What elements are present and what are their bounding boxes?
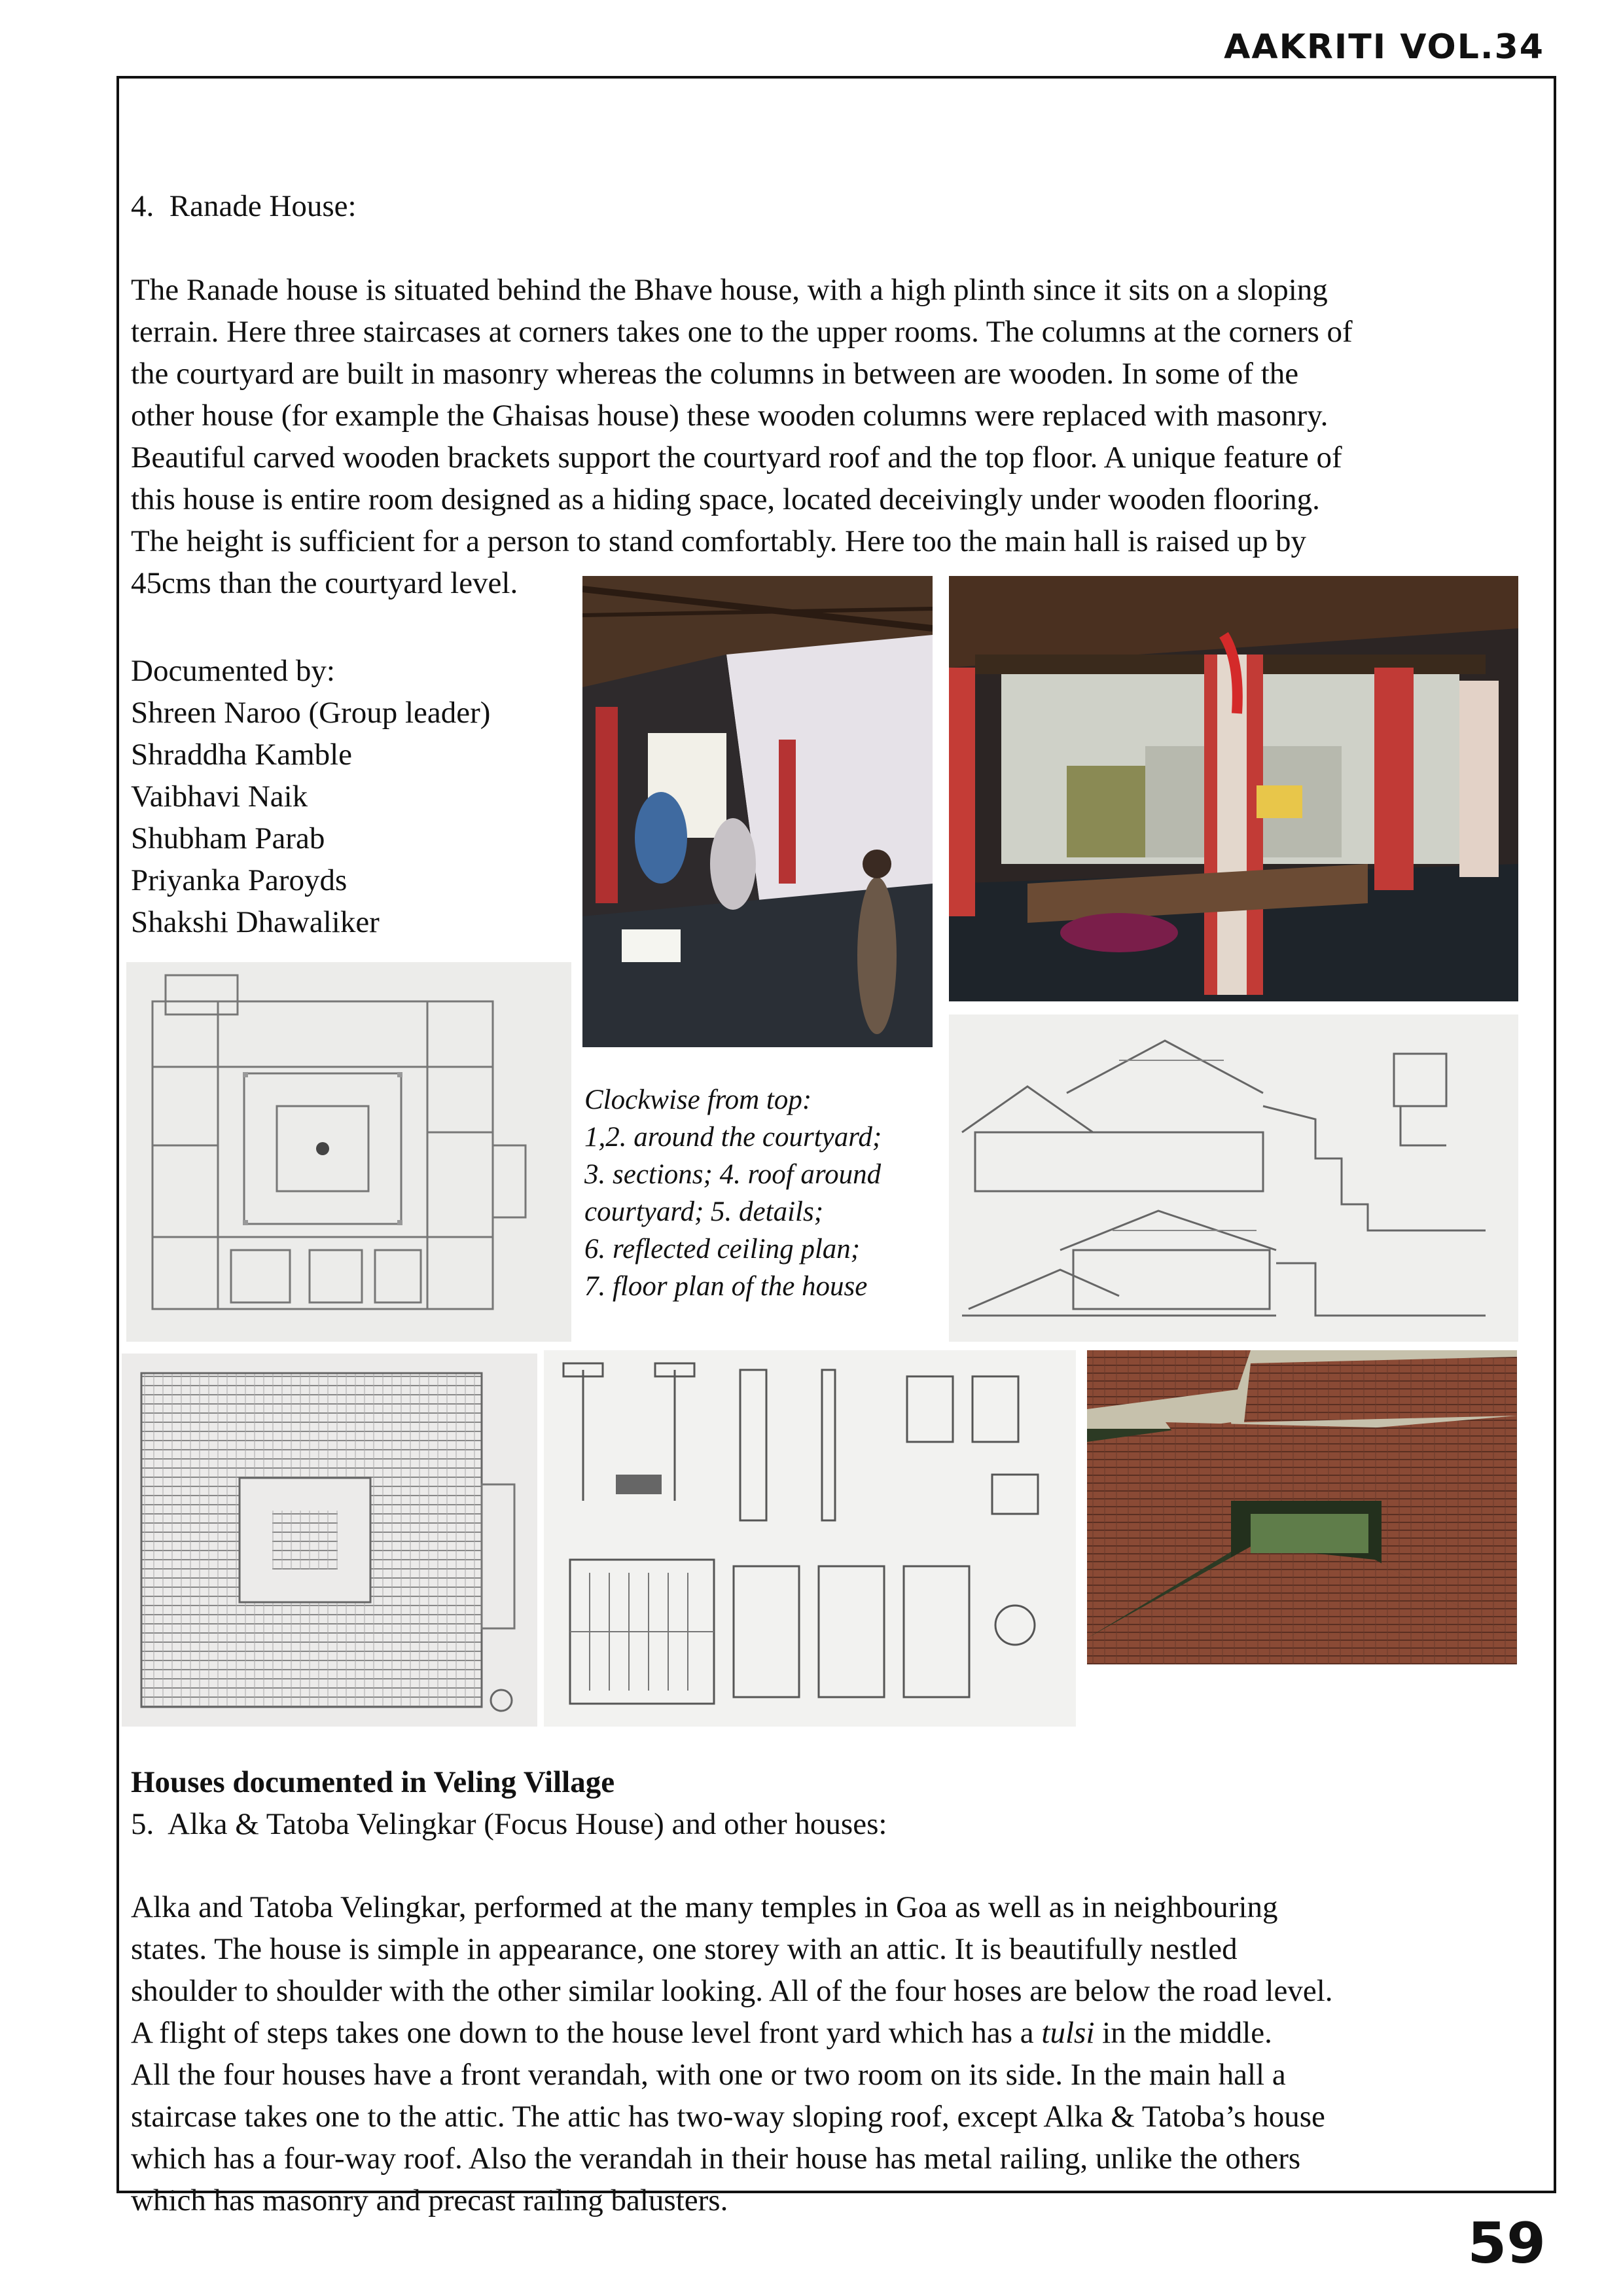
figure-caption xyxy=(584,1081,882,1305)
drawing-ceiling-plan xyxy=(122,1354,537,1727)
paragraph-line: which has masonry and precast railing balusters. xyxy=(131,2183,728,2217)
ranade-paragraph xyxy=(131,269,1353,604)
paragraph-line: Alka and Tatoba Velingkar, performed at the many temples in Goa as well as in neighbouring xyxy=(131,1890,1278,1924)
drawing-floor-plan xyxy=(126,962,571,1342)
paragraph-line: terrain. Here three staircases at corners takes one to the upper rooms. The columns at the corners of xyxy=(131,315,1353,349)
paragraph-line: which has a four-way roof. Also the verandah in their house has metal railing, unlike the others xyxy=(131,2142,1301,2176)
caption-line: 3. sections; 4. roof around xyxy=(584,1159,882,1190)
paragraph-line: this house is entire room designed as a hiding space, located deceivingly under wooden flooring. xyxy=(131,482,1320,516)
caption-line: 1,2. around the courtyard; xyxy=(584,1122,882,1153)
paragraph-line: other house (for example the Ghaisas house) these wooden columns were replaced with masonry. xyxy=(131,399,1329,433)
team-member: Shraddha Kamble xyxy=(131,738,353,772)
paragraph-line: The height is sufficient for a person to stand comfortably. Here too the main hall is raised up by xyxy=(131,524,1306,558)
caption-line: 6. reflected ceiling plan; xyxy=(584,1234,861,1265)
caption-line: 7. floor plan of the house xyxy=(584,1271,868,1302)
drawing-details xyxy=(544,1350,1076,1727)
journal-title: AAKRITI VOL.34 xyxy=(1224,27,1544,67)
paragraph-line: 45cms than the courtyard level. xyxy=(131,566,518,600)
section-title-veling: Houses documented in Veling Village xyxy=(131,1765,615,1799)
paragraph-line: staircase takes one to the attic. The attic has two-way sloping roof, except Alka & Tatoba’s house xyxy=(131,2100,1325,2134)
documented-by-label: Documented by: xyxy=(131,654,335,688)
paragraph-line: A flight of steps takes one down to the house level front yard which has a tulsi in the middle. xyxy=(131,2016,1272,2050)
paragraph-line: All the four houses have a front verandah, with one or two room on its side. In the main hall a xyxy=(131,2058,1286,2092)
page-number: 59 xyxy=(1467,2211,1546,2276)
team-member: Shakshi Dhawaliker xyxy=(131,905,380,939)
paragraph-line: shoulder to shoulder with the other similar looking. All of the four hoses are below the road level. xyxy=(131,1974,1333,2008)
photo-courtyard-pillars xyxy=(949,576,1518,1001)
drawing-sections xyxy=(949,1014,1518,1342)
documented-by-list xyxy=(131,650,490,943)
paragraph-line: states. The house is simple in appearance, one storey with an attic. It is beautifully nestled xyxy=(131,1932,1238,1966)
team-member: Shubham Parab xyxy=(131,821,325,855)
team-member: Shreen Naroo (Group leader) xyxy=(131,696,491,730)
section-heading-velingkar: 5. Alka & Tatoba Velingkar (Focus House) and other houses: xyxy=(131,1807,887,1841)
velingkar-paragraph xyxy=(131,1886,1333,2221)
photo-tiled-roof xyxy=(1087,1350,1517,1664)
paragraph-line: Beautiful carved wooden brackets support the courtyard roof and the top floor. A unique feature of xyxy=(131,440,1342,475)
section-heading-ranade: 4. Ranade House: xyxy=(131,189,357,223)
paragraph-line: The Ranade house is situated behind the Bhave house, with a high plinth since it sits on a sloping xyxy=(131,273,1328,307)
team-member: Vaibhavi Naik xyxy=(131,780,308,814)
caption-line: Clockwise from top: xyxy=(584,1085,812,1115)
caption-line: courtyard; 5. details; xyxy=(584,1196,824,1227)
team-member: Priyanka Paroyds xyxy=(131,863,348,897)
photo-corridor xyxy=(582,576,933,1047)
paragraph-line: the courtyard are built in masonry whereas the columns in between are wooden. In some of the xyxy=(131,357,1299,391)
